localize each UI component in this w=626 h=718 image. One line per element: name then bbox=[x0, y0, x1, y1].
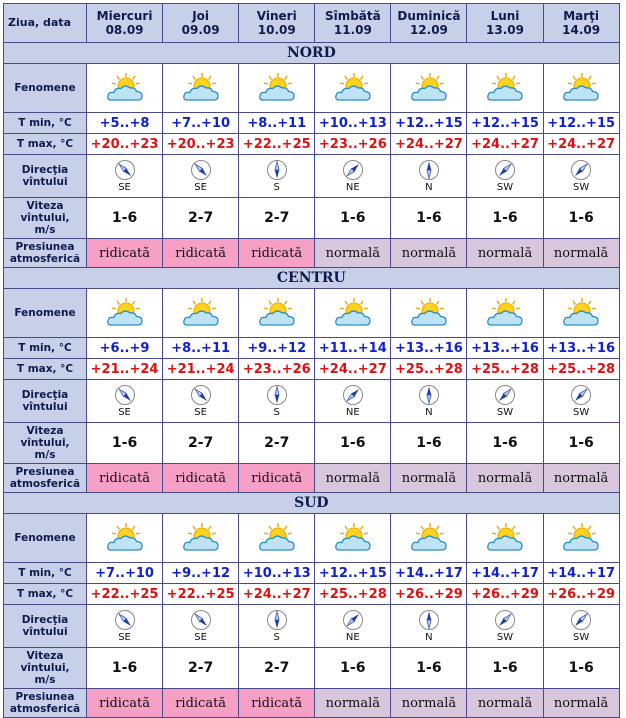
wind-direction-icon bbox=[190, 609, 212, 631]
row-label-line: Viteza bbox=[26, 425, 64, 437]
wind-speed-value: 1-6 bbox=[467, 648, 543, 689]
tmax-value: +20..+23 bbox=[87, 134, 163, 155]
wind-direction-cell bbox=[239, 155, 315, 198]
tmin-value: +8..+11 bbox=[239, 113, 315, 134]
row-label-line: atmosferică bbox=[9, 703, 81, 715]
phenomena-cell bbox=[87, 64, 163, 113]
row-label bbox=[4, 113, 87, 134]
tmax-value: +21..+24 bbox=[87, 359, 163, 380]
row-label-line: Direcţia bbox=[21, 164, 69, 176]
sun-behind-cloud-icon bbox=[257, 71, 297, 105]
wind-speed-value: 1-6 bbox=[467, 423, 543, 464]
day-date: 10.09 bbox=[257, 23, 296, 37]
wind-direction-cell bbox=[391, 605, 467, 648]
sun-behind-cloud-icon bbox=[105, 296, 145, 330]
wind-direction-cell bbox=[239, 380, 315, 423]
region-title: CENTRU bbox=[4, 268, 620, 289]
row-label bbox=[4, 563, 87, 584]
phenomena-cell bbox=[391, 289, 467, 338]
pressure-value: normală bbox=[467, 464, 543, 493]
tmin-value: +14..+17 bbox=[391, 563, 467, 584]
wind-direction-label: SE bbox=[194, 182, 207, 193]
wind-speed-value: 2-7 bbox=[239, 423, 315, 464]
phenomena-cell bbox=[315, 514, 391, 563]
wind-direction-icon bbox=[494, 159, 516, 181]
row-label bbox=[4, 338, 87, 359]
tmin-value: +9..+12 bbox=[163, 563, 239, 584]
tmax-value: +22..+25 bbox=[239, 134, 315, 155]
tmin-value: +5..+8 bbox=[87, 113, 163, 134]
day-date: 11.09 bbox=[333, 23, 372, 37]
tmax-value: +26..+29 bbox=[391, 584, 467, 605]
phenomena-cell bbox=[315, 64, 391, 113]
tmax-value: +24..+27 bbox=[543, 134, 619, 155]
wind-speed-row bbox=[4, 648, 620, 689]
wind-direction-icon bbox=[266, 609, 288, 631]
pressure-value: ridicată bbox=[87, 239, 163, 268]
wind-direction-cell bbox=[315, 605, 391, 648]
wind-speed-value: 1-6 bbox=[315, 423, 391, 464]
tmin-row bbox=[4, 338, 620, 359]
tmax-value: +25..+28 bbox=[315, 584, 391, 605]
phenomena-row bbox=[4, 64, 620, 113]
row-label-line: T max, °C bbox=[16, 588, 74, 600]
row-label bbox=[4, 64, 87, 113]
tmin-value: +14..+17 bbox=[467, 563, 543, 584]
tmax-value: +24..+27 bbox=[391, 134, 467, 155]
tmin-value: +7..+10 bbox=[87, 563, 163, 584]
day-header bbox=[163, 4, 239, 43]
wind-direction-row bbox=[4, 380, 620, 423]
wind-direction-cell bbox=[163, 380, 239, 423]
phenomena-cell bbox=[87, 289, 163, 338]
wind-speed-value: 1-6 bbox=[391, 423, 467, 464]
wind-direction-icon bbox=[342, 609, 364, 631]
wind-speed-row bbox=[4, 198, 620, 239]
tmax-value: +24..+27 bbox=[239, 584, 315, 605]
sun-behind-cloud-icon bbox=[105, 521, 145, 555]
wind-speed-value: 1-6 bbox=[543, 198, 619, 239]
pressure-value: normală bbox=[467, 689, 543, 718]
sun-behind-cloud-icon bbox=[333, 296, 373, 330]
phenomena-cell bbox=[391, 514, 467, 563]
tmin-value: +7..+10 bbox=[163, 113, 239, 134]
row-label-line: T max, °C bbox=[16, 138, 74, 150]
row-label-line: vîntului bbox=[22, 401, 68, 413]
phenomena-row bbox=[4, 514, 620, 563]
wind-direction-icon bbox=[494, 609, 516, 631]
pressure-value: ridicată bbox=[163, 464, 239, 493]
wind-direction-cell bbox=[467, 380, 543, 423]
pressure-value: ridicată bbox=[87, 464, 163, 493]
pressure-value: normală bbox=[543, 239, 619, 268]
wind-direction-icon bbox=[342, 384, 364, 406]
day-date: 14.09 bbox=[562, 23, 601, 37]
tmax-value: +25..+28 bbox=[467, 359, 543, 380]
pressure-value: ridicată bbox=[239, 464, 315, 493]
wind-speed-value: 2-7 bbox=[239, 648, 315, 689]
sun-behind-cloud-icon bbox=[409, 521, 449, 555]
row-label-line: Presiunea bbox=[15, 466, 75, 478]
pressure-value: normală bbox=[543, 464, 619, 493]
wind-direction-icon bbox=[342, 159, 364, 181]
tmax-row bbox=[4, 584, 620, 605]
phenomena-cell bbox=[543, 289, 619, 338]
phenomena-cell bbox=[239, 64, 315, 113]
row-label bbox=[4, 380, 87, 423]
sun-behind-cloud-icon bbox=[561, 71, 601, 105]
row-label-line: T max, °C bbox=[16, 363, 74, 375]
tmax-value: +20..+23 bbox=[163, 134, 239, 155]
tmin-value: +6..+9 bbox=[87, 338, 163, 359]
wind-direction-label: SW bbox=[572, 407, 590, 418]
day-name: Joi bbox=[192, 9, 210, 23]
row-label-line: m/s bbox=[34, 674, 56, 686]
wind-direction-label: N bbox=[425, 632, 433, 643]
region-row bbox=[4, 43, 620, 64]
row-label-line: T min, °C bbox=[18, 117, 72, 129]
row-label-line: T min, °C bbox=[18, 342, 72, 354]
sun-behind-cloud-icon bbox=[181, 296, 221, 330]
sun-behind-cloud-icon bbox=[257, 296, 297, 330]
tmax-value: +26..+29 bbox=[467, 584, 543, 605]
day-name: Vineri bbox=[256, 9, 297, 23]
pressure-value: normală bbox=[315, 689, 391, 718]
day-header bbox=[543, 4, 619, 43]
wind-direction-label: N bbox=[425, 407, 433, 418]
day-header bbox=[315, 4, 391, 43]
tmin-value: +12..+15 bbox=[467, 113, 543, 134]
wind-direction-icon bbox=[570, 384, 592, 406]
phenomena-cell bbox=[163, 514, 239, 563]
day-date: 13.09 bbox=[486, 23, 524, 37]
wind-direction-cell bbox=[467, 605, 543, 648]
wind-direction-cell bbox=[543, 155, 619, 198]
phenomena-cell bbox=[239, 289, 315, 338]
phenomena-cell bbox=[239, 514, 315, 563]
row-label-line: vîntului, bbox=[20, 662, 70, 674]
day-name: Sîmbătă bbox=[324, 9, 381, 23]
wind-speed-value: 1-6 bbox=[87, 198, 163, 239]
wind-direction-label: SW bbox=[572, 632, 590, 643]
tmin-value: +12..+15 bbox=[315, 563, 391, 584]
tmax-row bbox=[4, 359, 620, 380]
wind-direction-label: NE bbox=[345, 632, 360, 643]
tmin-value: +14..+17 bbox=[543, 563, 619, 584]
wind-direction-cell bbox=[543, 380, 619, 423]
day-date: 09.09 bbox=[181, 23, 220, 37]
row-label-line: vîntului bbox=[22, 626, 68, 638]
tmax-value: +23..+26 bbox=[239, 359, 315, 380]
row-label bbox=[4, 155, 87, 198]
phenomena-cell bbox=[163, 64, 239, 113]
row-label-line: Fenomene bbox=[14, 307, 76, 319]
wind-direction-icon bbox=[114, 159, 136, 181]
row-label-line: Presiunea bbox=[15, 241, 75, 253]
wind-direction-row bbox=[4, 605, 620, 648]
pressure-row bbox=[4, 689, 620, 718]
phenomena-cell bbox=[163, 289, 239, 338]
row-label-line: Presiunea bbox=[15, 691, 75, 703]
day-name: Marţi bbox=[563, 9, 600, 23]
day-header bbox=[87, 4, 163, 43]
tmin-value: +11..+14 bbox=[315, 338, 391, 359]
tmin-value: +9..+12 bbox=[239, 338, 315, 359]
pressure-value: normală bbox=[467, 239, 543, 268]
row-label bbox=[4, 198, 87, 239]
tmin-value: +13..+16 bbox=[543, 338, 619, 359]
wind-speed-value: 1-6 bbox=[391, 198, 467, 239]
wind-speed-value: 1-6 bbox=[315, 198, 391, 239]
row-label-line: Viteza bbox=[26, 650, 64, 662]
wind-direction-icon bbox=[418, 609, 440, 631]
corner-label: Ziua, data bbox=[4, 4, 87, 43]
region-row bbox=[4, 493, 620, 514]
wind-direction-icon bbox=[114, 609, 136, 631]
pressure-value: ridicată bbox=[87, 689, 163, 718]
wind-direction-icon bbox=[190, 159, 212, 181]
wind-direction-label: SE bbox=[194, 407, 207, 418]
wind-direction-cell bbox=[391, 155, 467, 198]
tmax-value: +25..+28 bbox=[391, 359, 467, 380]
phenomena-cell bbox=[467, 514, 543, 563]
phenomena-cell bbox=[467, 64, 543, 113]
row-label bbox=[4, 239, 87, 268]
wind-direction-label: SE bbox=[194, 632, 207, 643]
tmin-value: +12..+15 bbox=[543, 113, 619, 134]
wind-direction-cell bbox=[391, 380, 467, 423]
row-label-line: vîntului bbox=[22, 176, 68, 188]
phenomena-row bbox=[4, 289, 620, 338]
pressure-value: ridicată bbox=[239, 689, 315, 718]
wind-speed-value: 1-6 bbox=[543, 423, 619, 464]
tmin-value: +10..+13 bbox=[239, 563, 315, 584]
pressure-value: normală bbox=[391, 239, 467, 268]
row-label bbox=[4, 359, 87, 380]
tmax-value: +21..+24 bbox=[163, 359, 239, 380]
wind-direction-icon bbox=[190, 384, 212, 406]
wind-speed-value: 2-7 bbox=[239, 198, 315, 239]
tmin-value: +13..+16 bbox=[391, 338, 467, 359]
wind-direction-cell bbox=[543, 605, 619, 648]
region-title: SUD bbox=[4, 493, 620, 514]
sun-behind-cloud-icon bbox=[561, 296, 601, 330]
row-label-line: Fenomene bbox=[14, 82, 76, 94]
wind-direction-label: SW bbox=[496, 407, 514, 418]
wind-direction-cell bbox=[87, 605, 163, 648]
row-label-line: T min, °C bbox=[18, 567, 72, 579]
wind-direction-icon bbox=[570, 159, 592, 181]
row-label bbox=[4, 423, 87, 464]
day-name: Duminică bbox=[397, 9, 461, 23]
tmin-row bbox=[4, 563, 620, 584]
wind-direction-label: SW bbox=[496, 182, 514, 193]
region-title: NORD bbox=[4, 43, 620, 64]
day-name: Miercuri bbox=[96, 9, 153, 23]
tmin-value: +13..+16 bbox=[467, 338, 543, 359]
tmin-value: +12..+15 bbox=[391, 113, 467, 134]
row-label bbox=[4, 689, 87, 718]
wind-direction-label: NE bbox=[345, 407, 360, 418]
tmax-value: +25..+28 bbox=[543, 359, 619, 380]
pressure-value: ridicată bbox=[163, 239, 239, 268]
row-label bbox=[4, 464, 87, 493]
wind-direction-icon bbox=[266, 159, 288, 181]
row-label-line: Fenomene bbox=[14, 532, 76, 544]
wind-direction-cell bbox=[315, 380, 391, 423]
phenomena-cell bbox=[391, 64, 467, 113]
wind-direction-icon bbox=[570, 609, 592, 631]
row-label-line: atmosferică bbox=[9, 478, 81, 490]
row-label-line: atmosferică bbox=[9, 253, 81, 265]
row-label-line: Direcţia bbox=[21, 614, 69, 626]
wind-speed-value: 1-6 bbox=[87, 423, 163, 464]
row-label-line: vîntului, bbox=[20, 212, 70, 224]
sun-behind-cloud-icon bbox=[105, 71, 145, 105]
wind-direction-label: SW bbox=[572, 182, 590, 193]
row-label-line: vîntului, bbox=[20, 437, 70, 449]
wind-speed-value: 2-7 bbox=[163, 648, 239, 689]
wind-direction-icon bbox=[266, 384, 288, 406]
day-date: 12.09 bbox=[409, 23, 448, 37]
sun-behind-cloud-icon bbox=[333, 521, 373, 555]
phenomena-cell bbox=[315, 289, 391, 338]
wind-direction-icon bbox=[114, 384, 136, 406]
row-label-line: m/s bbox=[34, 224, 56, 236]
wind-speed-value: 1-6 bbox=[391, 648, 467, 689]
wind-direction-icon bbox=[494, 384, 516, 406]
tmin-row bbox=[4, 113, 620, 134]
wind-direction-icon bbox=[418, 159, 440, 181]
wind-direction-label: SE bbox=[118, 632, 131, 643]
row-label bbox=[4, 514, 87, 563]
sun-behind-cloud-icon bbox=[409, 71, 449, 105]
row-label-line: Viteza bbox=[26, 200, 64, 212]
wind-direction-cell bbox=[87, 155, 163, 198]
wind-direction-cell bbox=[87, 380, 163, 423]
wind-direction-icon bbox=[418, 384, 440, 406]
wind-speed-value: 1-6 bbox=[543, 648, 619, 689]
day-name: Luni bbox=[490, 9, 520, 23]
sun-behind-cloud-icon bbox=[257, 521, 297, 555]
wind-direction-label: NE bbox=[345, 182, 360, 193]
sun-behind-cloud-icon bbox=[409, 296, 449, 330]
tmax-value: +23..+26 bbox=[315, 134, 391, 155]
row-label bbox=[4, 648, 87, 689]
phenomena-cell bbox=[87, 514, 163, 563]
pressure-row bbox=[4, 464, 620, 493]
day-header bbox=[239, 4, 315, 43]
wind-speed-value: 1-6 bbox=[87, 648, 163, 689]
sun-behind-cloud-icon bbox=[485, 521, 525, 555]
tmin-value: +8..+11 bbox=[163, 338, 239, 359]
phenomena-cell bbox=[543, 514, 619, 563]
wind-direction-cell bbox=[163, 155, 239, 198]
wind-direction-label: SW bbox=[496, 632, 514, 643]
wind-direction-label: SE bbox=[118, 182, 131, 193]
header-row bbox=[4, 4, 620, 43]
sun-behind-cloud-icon bbox=[485, 296, 525, 330]
wind-direction-label: SE bbox=[118, 407, 131, 418]
tmax-value: +24..+27 bbox=[315, 359, 391, 380]
wind-direction-label: N bbox=[425, 182, 433, 193]
pressure-value: normală bbox=[391, 464, 467, 493]
day-header bbox=[391, 4, 467, 43]
row-label bbox=[4, 584, 87, 605]
tmax-row bbox=[4, 134, 620, 155]
wind-speed-value: 2-7 bbox=[163, 423, 239, 464]
sun-behind-cloud-icon bbox=[485, 71, 525, 105]
wind-direction-row bbox=[4, 155, 620, 198]
sun-behind-cloud-icon bbox=[561, 521, 601, 555]
pressure-row bbox=[4, 239, 620, 268]
phenomena-cell bbox=[543, 64, 619, 113]
wind-direction-cell bbox=[239, 605, 315, 648]
row-label bbox=[4, 289, 87, 338]
forecast-table bbox=[3, 3, 620, 718]
pressure-value: normală bbox=[391, 689, 467, 718]
pressure-value: ridicată bbox=[239, 239, 315, 268]
pressure-value: ridicată bbox=[163, 689, 239, 718]
row-label-line: m/s bbox=[34, 449, 56, 461]
pressure-value: normală bbox=[315, 239, 391, 268]
row-label bbox=[4, 605, 87, 648]
tmax-value: +22..+25 bbox=[163, 584, 239, 605]
tmin-value: +10..+13 bbox=[315, 113, 391, 134]
pressure-value: normală bbox=[543, 689, 619, 718]
pressure-value: normală bbox=[315, 464, 391, 493]
wind-speed-value: 1-6 bbox=[315, 648, 391, 689]
row-label-line: Direcţia bbox=[21, 389, 69, 401]
day-date: 08.09 bbox=[105, 23, 144, 37]
wind-speed-row bbox=[4, 423, 620, 464]
wind-speed-value: 1-6 bbox=[467, 198, 543, 239]
wind-direction-cell bbox=[163, 605, 239, 648]
phenomena-cell bbox=[467, 289, 543, 338]
sun-behind-cloud-icon bbox=[181, 71, 221, 105]
sun-behind-cloud-icon bbox=[333, 71, 373, 105]
wind-direction-label: S bbox=[273, 407, 280, 418]
region-row bbox=[4, 268, 620, 289]
tmax-value: +24..+27 bbox=[467, 134, 543, 155]
wind-direction-label: S bbox=[273, 632, 280, 643]
tmax-value: +22..+25 bbox=[87, 584, 163, 605]
row-label bbox=[4, 134, 87, 155]
sun-behind-cloud-icon bbox=[181, 521, 221, 555]
wind-direction-cell bbox=[467, 155, 543, 198]
wind-direction-cell bbox=[315, 155, 391, 198]
wind-direction-label: S bbox=[273, 182, 280, 193]
tmax-value: +26..+29 bbox=[543, 584, 619, 605]
wind-speed-value: 2-7 bbox=[163, 198, 239, 239]
day-header bbox=[467, 4, 543, 43]
